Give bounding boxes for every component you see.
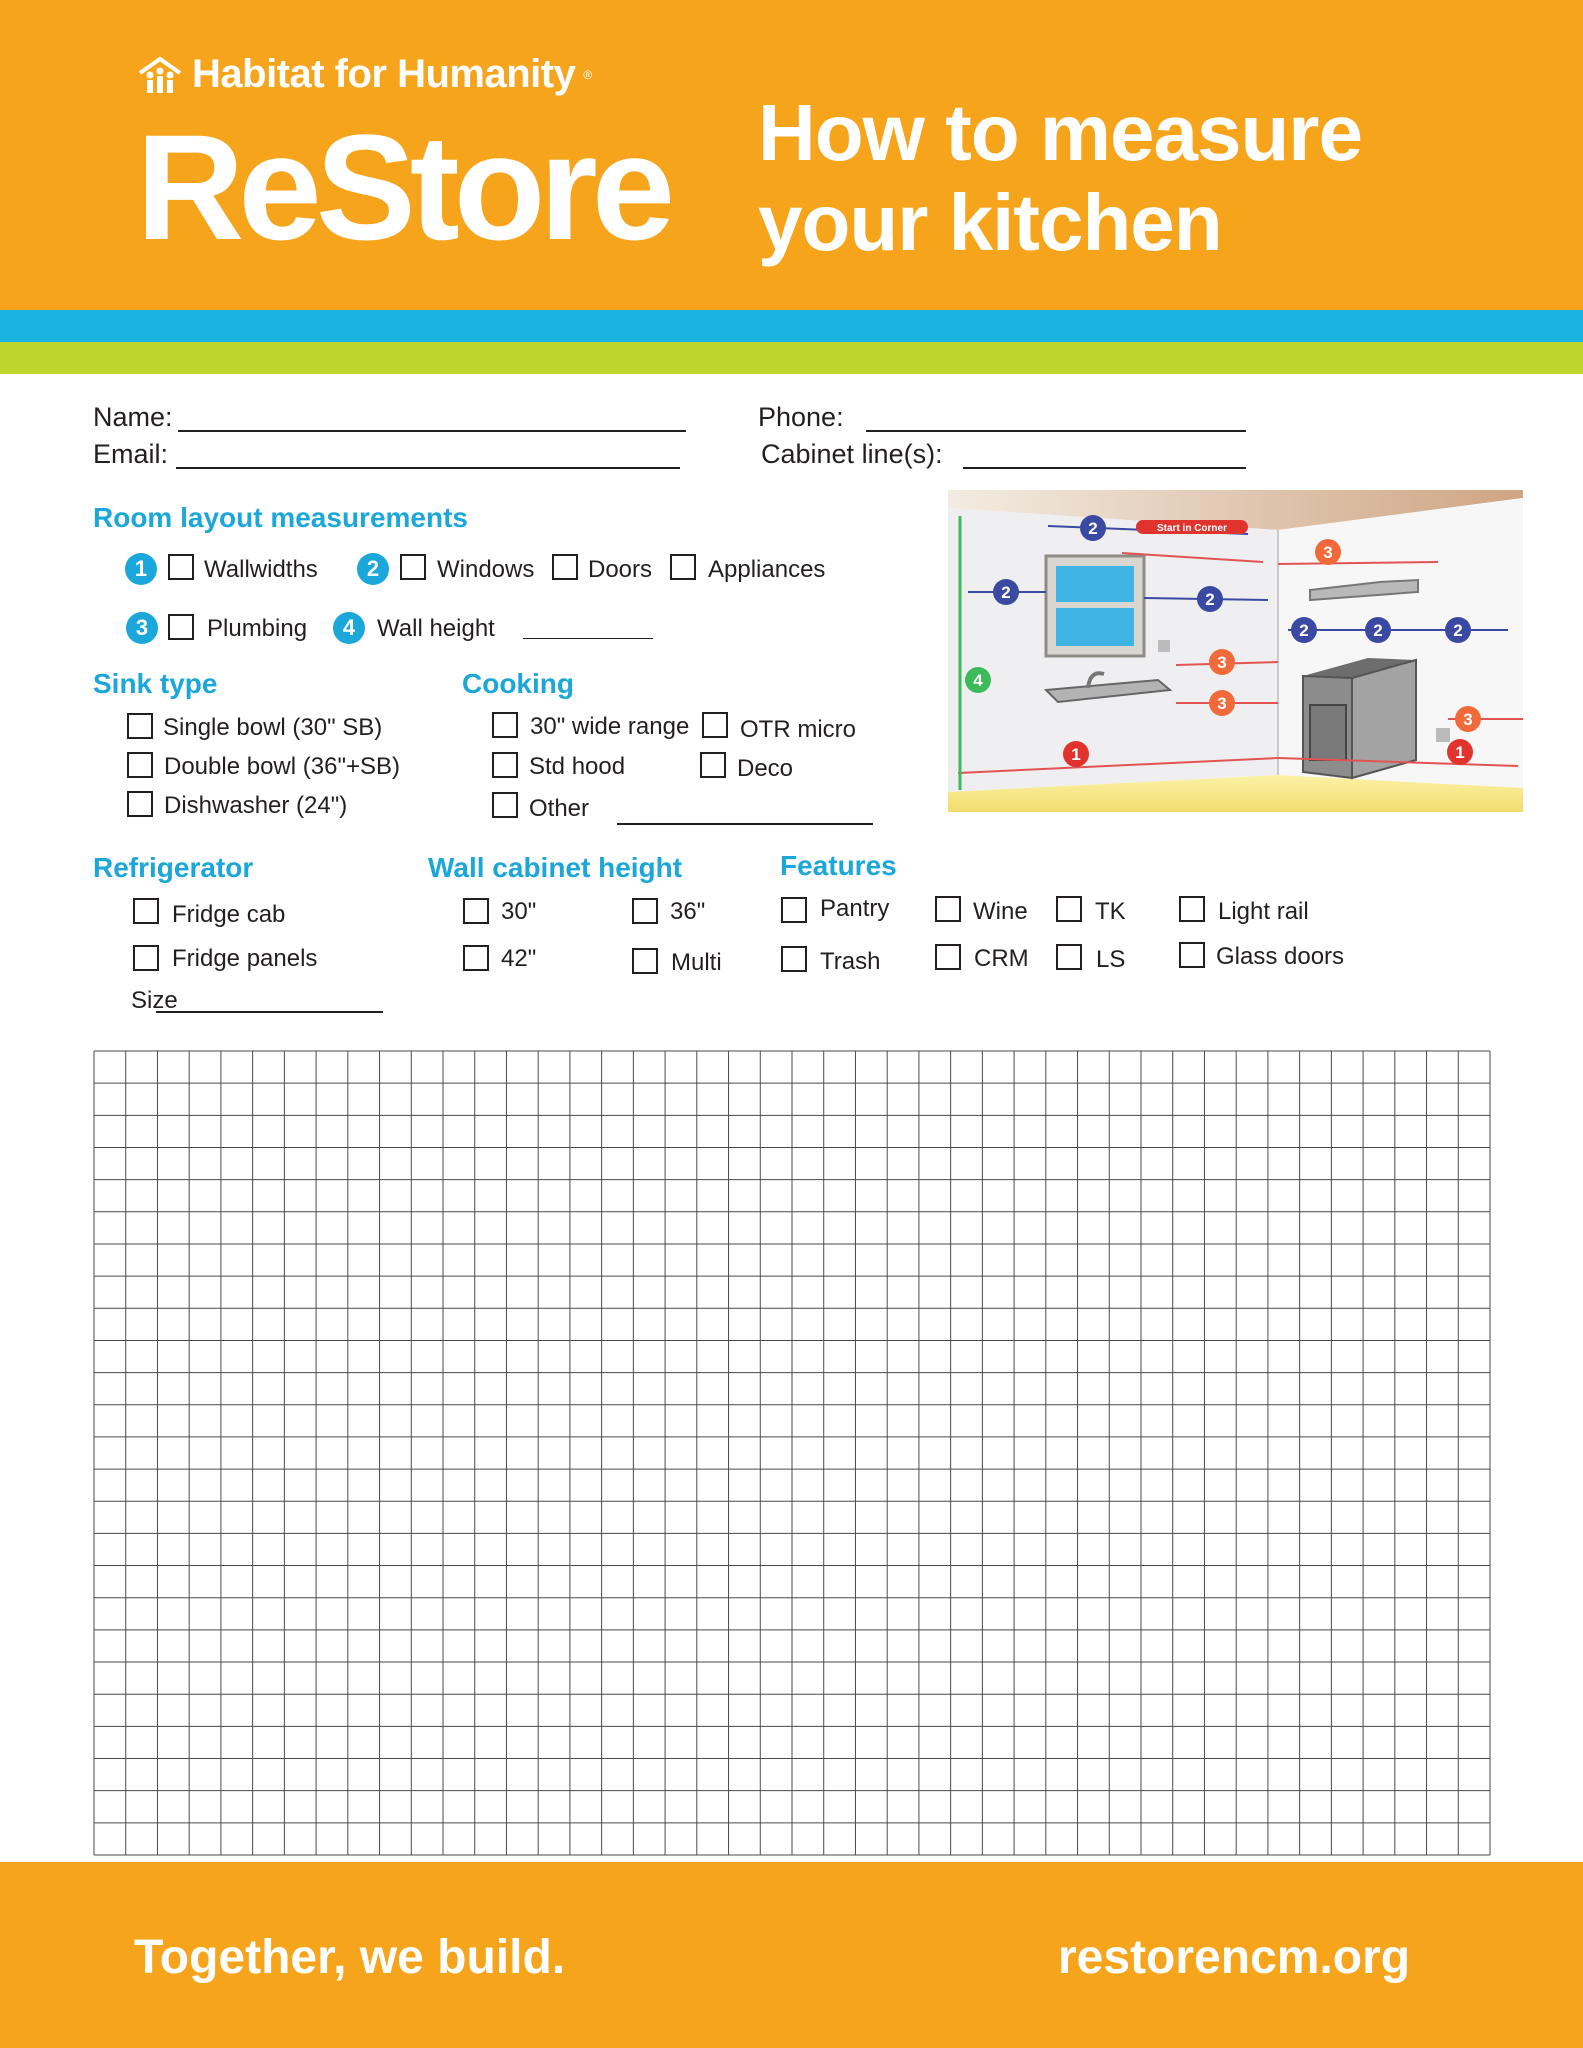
name-field[interactable] xyxy=(178,430,686,432)
wall-height-label: Wall height xyxy=(377,615,495,642)
marker-2-a: 2 xyxy=(1299,621,1309,640)
refrigerator-heading: Refrigerator xyxy=(93,852,254,883)
fridge-cab-label: Fridge cab xyxy=(172,901,286,928)
cabinet-30-checkbox[interactable] xyxy=(463,898,489,924)
otr-micro-checkbox[interactable] xyxy=(702,712,728,738)
trash-label: Trash xyxy=(820,948,881,975)
deco-label: Deco xyxy=(737,755,794,782)
plumbing-checkbox[interactable] xyxy=(168,614,194,640)
email-field[interactable] xyxy=(176,467,680,469)
other-label: Other xyxy=(529,795,590,822)
marker-1-right: 1 xyxy=(1455,743,1465,762)
double-bowl-checkbox[interactable] xyxy=(127,752,153,778)
single-bowl-label: Single bowl (30" SB) xyxy=(163,714,383,741)
glass-doors-checkbox[interactable] xyxy=(1179,942,1205,968)
graph-paper-grid[interactable] xyxy=(93,1050,1491,1856)
pantry-checkbox[interactable] xyxy=(781,897,807,923)
marker-4: 4 xyxy=(973,671,983,690)
otr-micro-label: OTR micro xyxy=(740,716,856,743)
pantry-label: Pantry xyxy=(820,895,890,922)
marker-2-c: 2 xyxy=(1453,621,1463,640)
start-corner-text: Start in Corner xyxy=(1156,523,1228,534)
brand-logo: ReStore xyxy=(136,103,670,271)
green-stripe xyxy=(0,342,1583,374)
deco-checkbox[interactable] xyxy=(700,752,726,778)
dishwasher-checkbox[interactable] xyxy=(127,791,153,817)
phone-field[interactable] xyxy=(866,430,1246,432)
plumbing-label: Plumbing xyxy=(207,615,308,642)
footer-website[interactable]: restorencm.org xyxy=(1058,1931,1411,1984)
email-label: Email: xyxy=(93,439,169,469)
page-title xyxy=(758,88,1362,268)
fridge-panels-label: Fridge panels xyxy=(172,945,318,972)
org-logo xyxy=(136,52,592,97)
light-rail-checkbox[interactable] xyxy=(1179,896,1205,922)
windows-checkbox[interactable] xyxy=(400,554,426,580)
cabinet-line-label: Cabinet line(s): xyxy=(761,439,943,469)
title-line-2: your kitchen xyxy=(758,178,1222,267)
wallwidths-checkbox[interactable] xyxy=(168,554,194,580)
doors-label: Doors xyxy=(588,556,653,583)
cabinet-line-field[interactable] xyxy=(963,467,1246,469)
marker-2-mid: 2 xyxy=(1205,590,1215,609)
windows-label: Windows xyxy=(437,556,535,583)
blue-stripe xyxy=(0,310,1583,342)
appliances-label: Appliances xyxy=(708,556,826,583)
single-bowl-checkbox[interactable] xyxy=(127,713,153,739)
marker-2-left: 2 xyxy=(1001,583,1011,602)
cabinet-36-checkbox[interactable] xyxy=(632,898,658,924)
name-label: Name: xyxy=(93,402,173,432)
marker-3-icon: 3 xyxy=(126,612,158,644)
marker-3-b: 3 xyxy=(1217,694,1227,713)
wall-height-field[interactable] xyxy=(523,638,653,639)
cabinet-multi-label: Multi xyxy=(671,949,722,976)
marker-2-top: 2 xyxy=(1088,519,1098,538)
cooking-heading: Cooking xyxy=(462,668,574,699)
ls-checkbox[interactable] xyxy=(1056,944,1082,970)
tk-checkbox[interactable] xyxy=(1056,896,1082,922)
cabinet-42-label: 42" xyxy=(501,945,537,972)
fridge-cab-checkbox[interactable] xyxy=(133,898,159,924)
marker-1-icon: 1 xyxy=(125,553,157,585)
std-hood-checkbox[interactable] xyxy=(492,752,518,778)
ls-label: LS xyxy=(1096,946,1126,973)
marker-2-icon: 2 xyxy=(357,553,389,585)
footer-tagline: Together, we build. xyxy=(134,1931,566,1984)
sink-type-heading: Sink type xyxy=(93,668,218,699)
wide-range-checkbox[interactable] xyxy=(492,712,518,738)
cabinet-multi-checkbox[interactable] xyxy=(632,948,658,974)
org-name: Habitat for Humanity xyxy=(192,52,576,96)
wine-checkbox[interactable] xyxy=(935,896,961,922)
kitchen-diagram xyxy=(948,490,1523,812)
wallwidths-label: Wallwidths xyxy=(204,556,318,583)
fridge-panels-checkbox[interactable] xyxy=(133,945,159,971)
crm-label: CRM xyxy=(974,945,1029,972)
wine-label: Wine xyxy=(973,898,1028,925)
appliances-checkbox[interactable] xyxy=(670,554,696,580)
other-checkbox[interactable] xyxy=(492,792,518,818)
doors-checkbox[interactable] xyxy=(552,554,578,580)
cabinet-42-checkbox[interactable] xyxy=(463,945,489,971)
std-hood-label: Std hood xyxy=(529,753,626,780)
features-heading: Features xyxy=(780,850,897,881)
cabinet-36-label: 36" xyxy=(670,898,706,925)
other-field[interactable] xyxy=(617,823,873,825)
size-label: Size xyxy=(131,987,178,1014)
registered-mark: ® xyxy=(583,67,592,82)
double-bowl-label: Double bowl (36"+SB) xyxy=(164,753,400,780)
trash-checkbox[interactable] xyxy=(781,946,807,972)
glass-doors-label: Glass doors xyxy=(1216,943,1345,970)
marker-3-top: 3 xyxy=(1323,543,1333,562)
habitat-logo-icon xyxy=(136,55,184,95)
room-layout-heading: Room layout measurements xyxy=(93,502,468,533)
marker-3-a: 3 xyxy=(1217,653,1227,672)
marker-4-icon: 4 xyxy=(333,612,365,644)
tk-label: TK xyxy=(1095,898,1126,925)
wide-range-label: 30" wide range xyxy=(530,713,690,740)
marker-2-b: 2 xyxy=(1373,621,1383,640)
light-rail-label: Light rail xyxy=(1218,898,1309,925)
cabinet-30-label: 30" xyxy=(501,898,537,925)
dishwasher-label: Dishwasher (24") xyxy=(164,792,348,819)
marker-1-left: 1 xyxy=(1071,745,1081,764)
marker-3-c: 3 xyxy=(1463,710,1473,729)
size-field[interactable] xyxy=(156,1011,383,1013)
title-line-1: How to measure xyxy=(758,88,1362,177)
wall-cabinet-heading: Wall cabinet height xyxy=(428,852,683,883)
phone-label: Phone: xyxy=(758,402,844,432)
crm-checkbox[interactable] xyxy=(935,944,961,970)
